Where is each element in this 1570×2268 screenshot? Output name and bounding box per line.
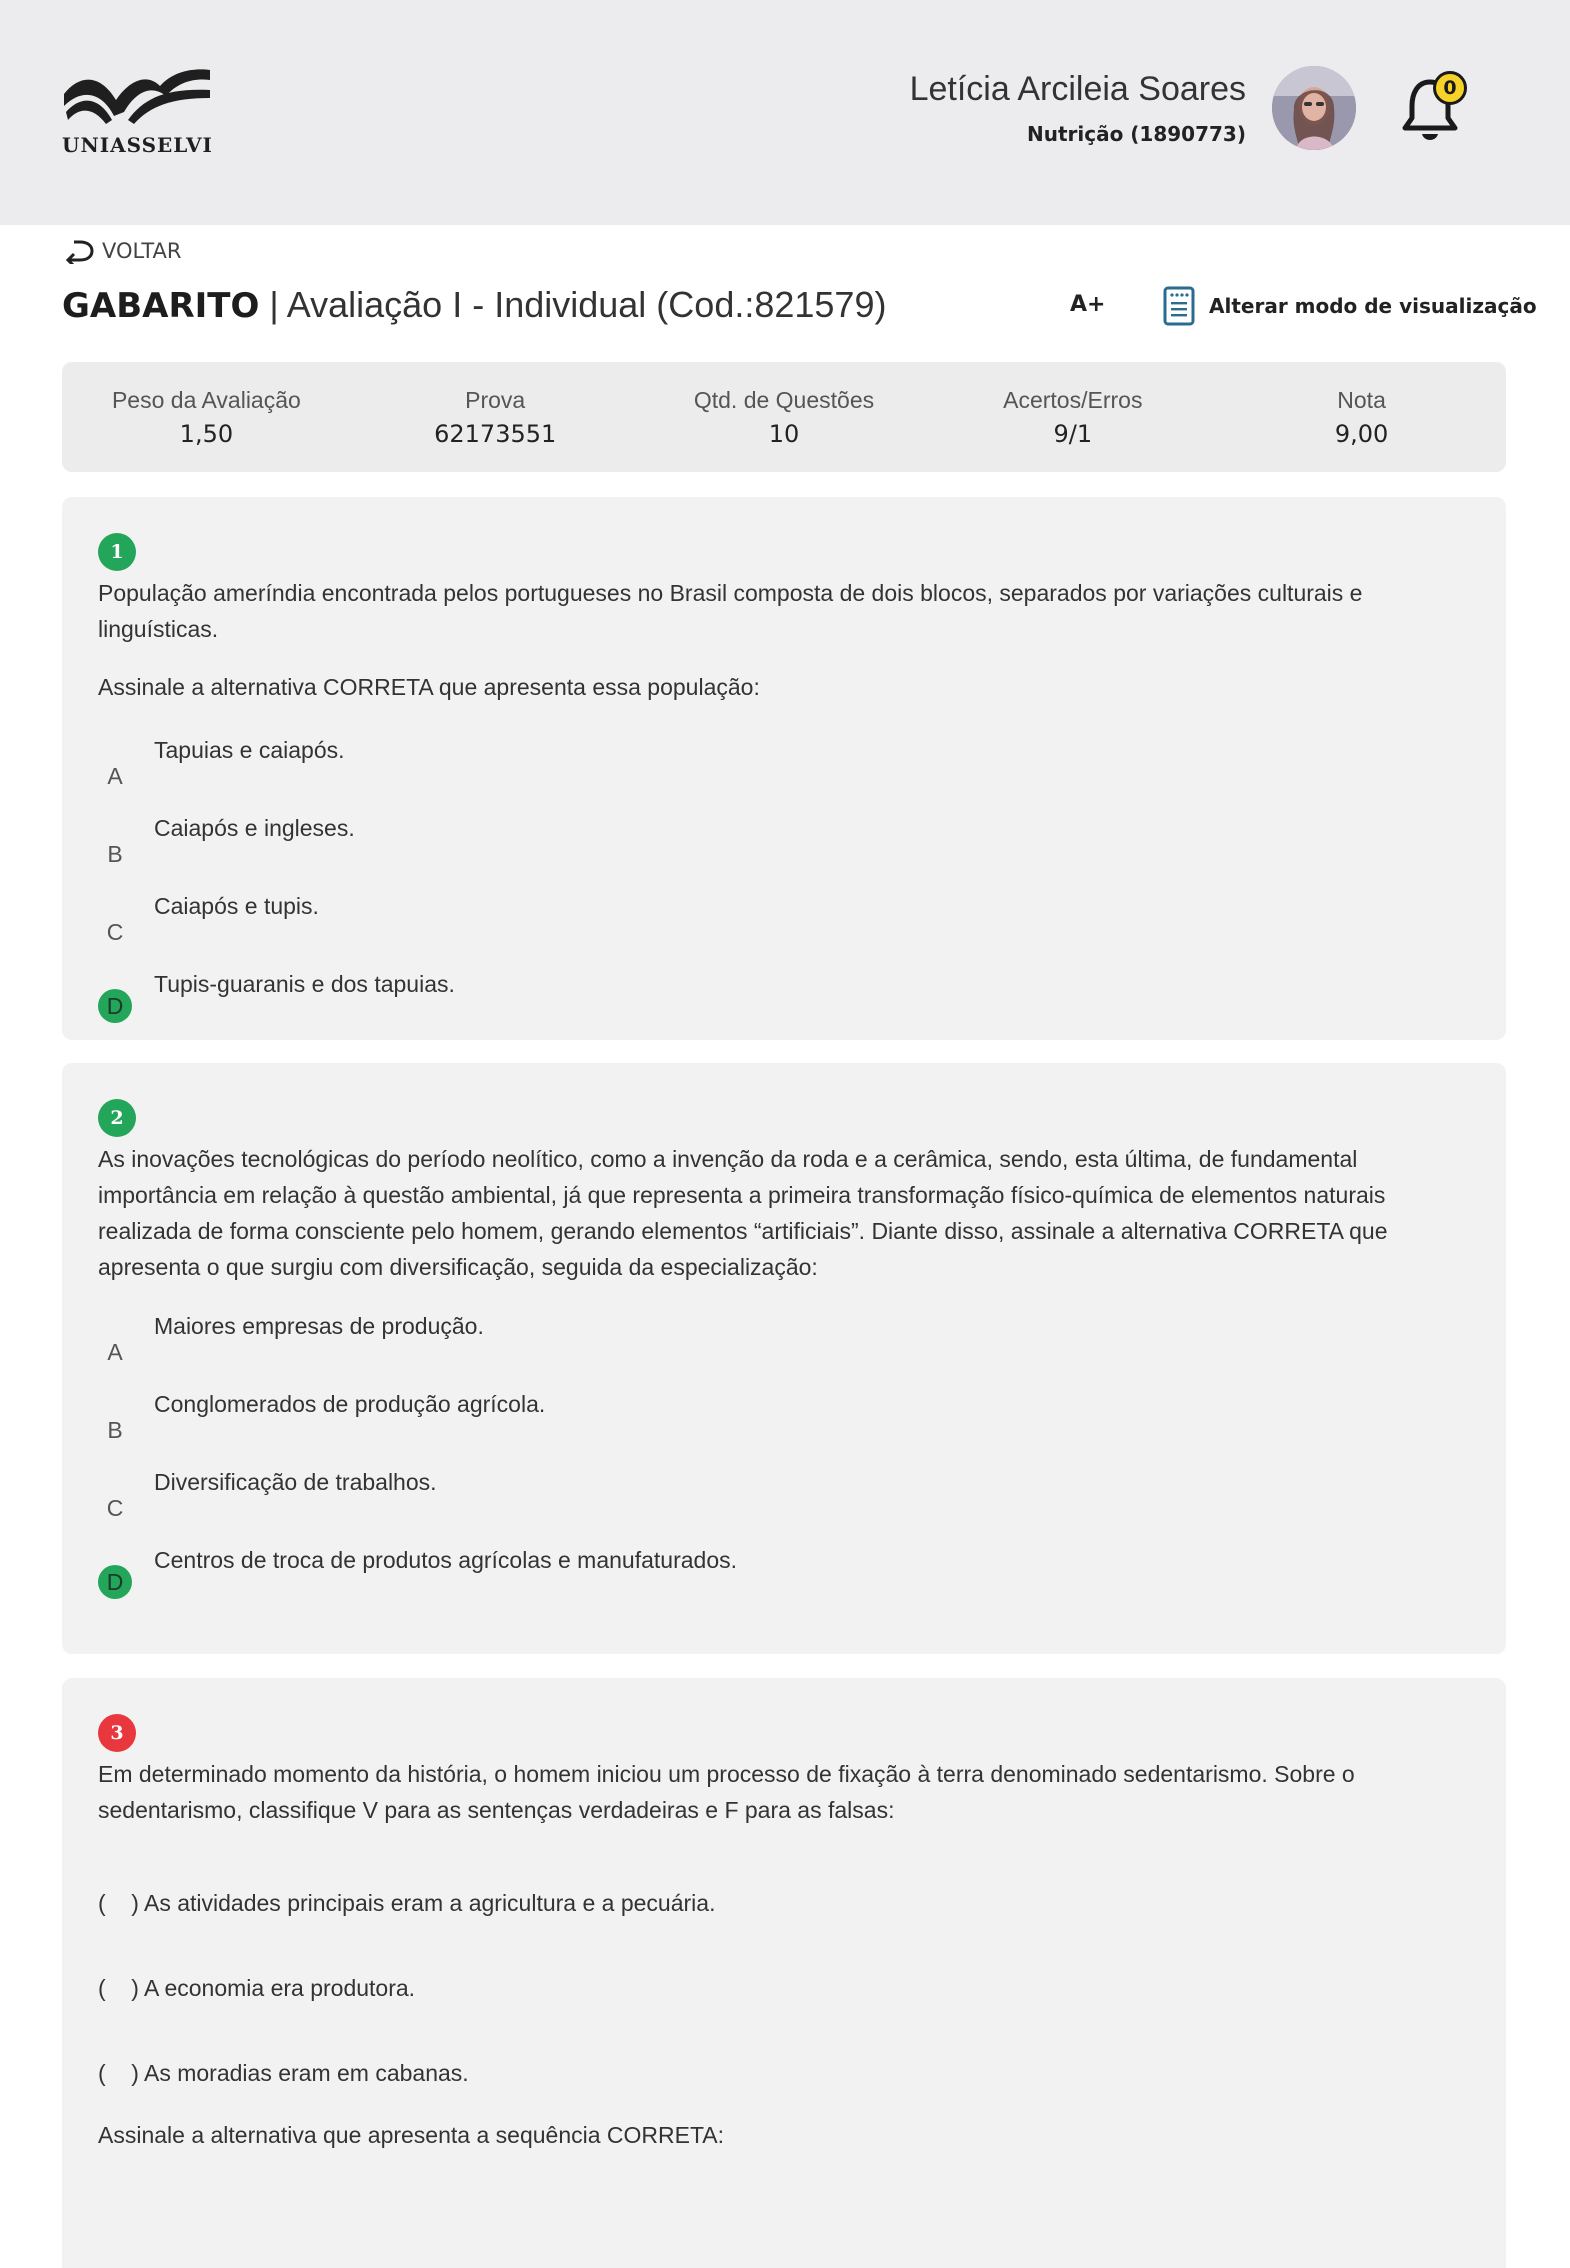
summary-value: 62173551 <box>434 419 557 448</box>
alternative-a[interactable] <box>98 1309 1470 1387</box>
document-view-icon <box>1163 286 1195 326</box>
view-mode-label: Alterar modo de visualização <box>1209 294 1537 318</box>
question-card-2 <box>62 1063 1506 1654</box>
alternative-text: Caiapós e tupis. <box>154 893 319 919</box>
summary-label: Nota <box>1337 386 1386 413</box>
question-text: População ameríndia encontrada pelos portugueses no Brasil composta de dois blocos, separados por variações culturais e linguísticas. <box>98 580 1363 642</box>
alternative-letter-correct: D <box>98 1565 132 1599</box>
alternative-letter: A <box>107 762 123 789</box>
alternative-text: Diversificação de trabalhos. <box>154 1469 437 1495</box>
page-title <box>62 284 886 326</box>
alternative-letter: B <box>107 840 123 867</box>
alternative-d-correct[interactable] <box>98 967 1470 1045</box>
question-card-1 <box>62 497 1506 1040</box>
summary-value: 9,00 <box>1334 419 1389 448</box>
question-card-3 <box>62 1678 1506 2268</box>
user-name: Letícia Arcileia Soares <box>909 70 1246 108</box>
page-title-rest: | Avaliação I - Individual (Cod.:821579) <box>259 284 887 325</box>
alternative-b[interactable] <box>98 811 1470 889</box>
avatar[interactable] <box>1272 66 1356 150</box>
summary-weight <box>62 362 351 472</box>
alternative-letter-correct: D <box>98 989 132 1023</box>
logo-mark-icon <box>62 66 212 130</box>
question-number-badge: 3 <box>98 1714 136 1752</box>
top-header <box>0 0 1570 225</box>
alternatives-list <box>98 733 1470 1045</box>
brand-logo[interactable] <box>62 66 212 166</box>
alternative-d-correct[interactable] <box>98 1543 1470 1621</box>
evaluation-summary <box>62 362 1506 472</box>
statement-item: ( ) As moradias eram em cabanas. <box>98 2060 469 2086</box>
summary-exam <box>351 362 640 472</box>
summary-grade <box>1217 362 1506 472</box>
alternative-letter: B <box>107 1416 123 1443</box>
summary-value: 9/1 <box>1053 419 1093 448</box>
summary-label: Acertos/Erros <box>1003 386 1143 413</box>
back-link[interactable] <box>64 238 182 264</box>
back-label: VOLTAR <box>102 239 182 263</box>
summary-value: 10 <box>768 419 800 448</box>
summary-value: 1,50 <box>179 419 234 448</box>
statement-item: ( ) As atividades principais eram a agricultura e a pecuária. <box>98 1890 716 1916</box>
alternative-text: Centros de troca de produtos agrícolas e manufaturados. <box>154 1547 738 1573</box>
alternative-letter: C <box>106 918 124 945</box>
alternative-letter: A <box>107 1338 123 1365</box>
alternative-c[interactable] <box>98 889 1470 967</box>
summary-label: Prova <box>465 386 526 413</box>
question-number-badge: 1 <box>98 533 136 571</box>
summary-label: Peso da Avaliação <box>111 386 301 413</box>
alternative-text: Conglomerados de produção agrícola. <box>154 1391 546 1417</box>
question-number-badge: 2 <box>98 1099 136 1137</box>
alternative-b[interactable] <box>98 1387 1470 1465</box>
alternative-text: Tupis-guaranis e dos tapuias. <box>154 971 455 997</box>
return-arrow-icon <box>64 238 96 264</box>
alternative-text: Caiapós e ingleses. <box>154 815 355 841</box>
summary-question-count <box>640 362 929 472</box>
alternative-letter: C <box>106 1494 124 1521</box>
alternatives-list <box>98 1309 1470 1621</box>
view-mode-button[interactable] <box>1163 286 1537 326</box>
summary-label: Qtd. de Questões <box>693 386 875 413</box>
user-course: Nutrição (1890773) <box>1026 122 1246 146</box>
increase-font-button[interactable]: A+ <box>1070 292 1106 317</box>
page-title-bold: GABARITO <box>62 286 260 326</box>
question-prompt: Assinale a alternativa CORRETA que apresenta essa população: <box>98 674 760 700</box>
statement-item: ( ) A economia era produtora. <box>98 1975 416 2001</box>
alternative-a[interactable] <box>98 733 1470 811</box>
notifications-count-badge: 0 <box>1433 71 1467 105</box>
question-prompt: Assinale a alternativa que apresenta a sequência CORRETA: <box>98 2122 725 2148</box>
question-text: Em determinado momento da história, o homem iniciou um processo de fixação à terra denominado sedentarismo. Sobre o sedentarismo, classifique V para as sentenças verdadeiras e F para as falsas: <box>98 1761 1355 1823</box>
summary-hits-misses <box>928 362 1217 472</box>
profile-photo-icon <box>1272 66 1356 150</box>
alternative-text: Maiores empresas de produção. <box>154 1313 484 1339</box>
question-text: As inovações tecnológicas do período neolítico, como a invenção da roda e a cerâmica, sendo, esta última, de fundamental importância em relação à questão ambiental, já que representa a primeira transformação físico-química de elementos naturais realizada de forma consciente pelo homem, gerando elementos “artificiais”. Diante disso, assinale a alternativa CORRETA que apresenta o que surgiu com diversificação, seguida da especialização: <box>98 1146 1388 1280</box>
alternative-text: Tapuias e caiapós. <box>154 737 345 763</box>
brand-name: UNIASSELVI <box>62 133 213 157</box>
alternative-c[interactable] <box>98 1465 1470 1543</box>
